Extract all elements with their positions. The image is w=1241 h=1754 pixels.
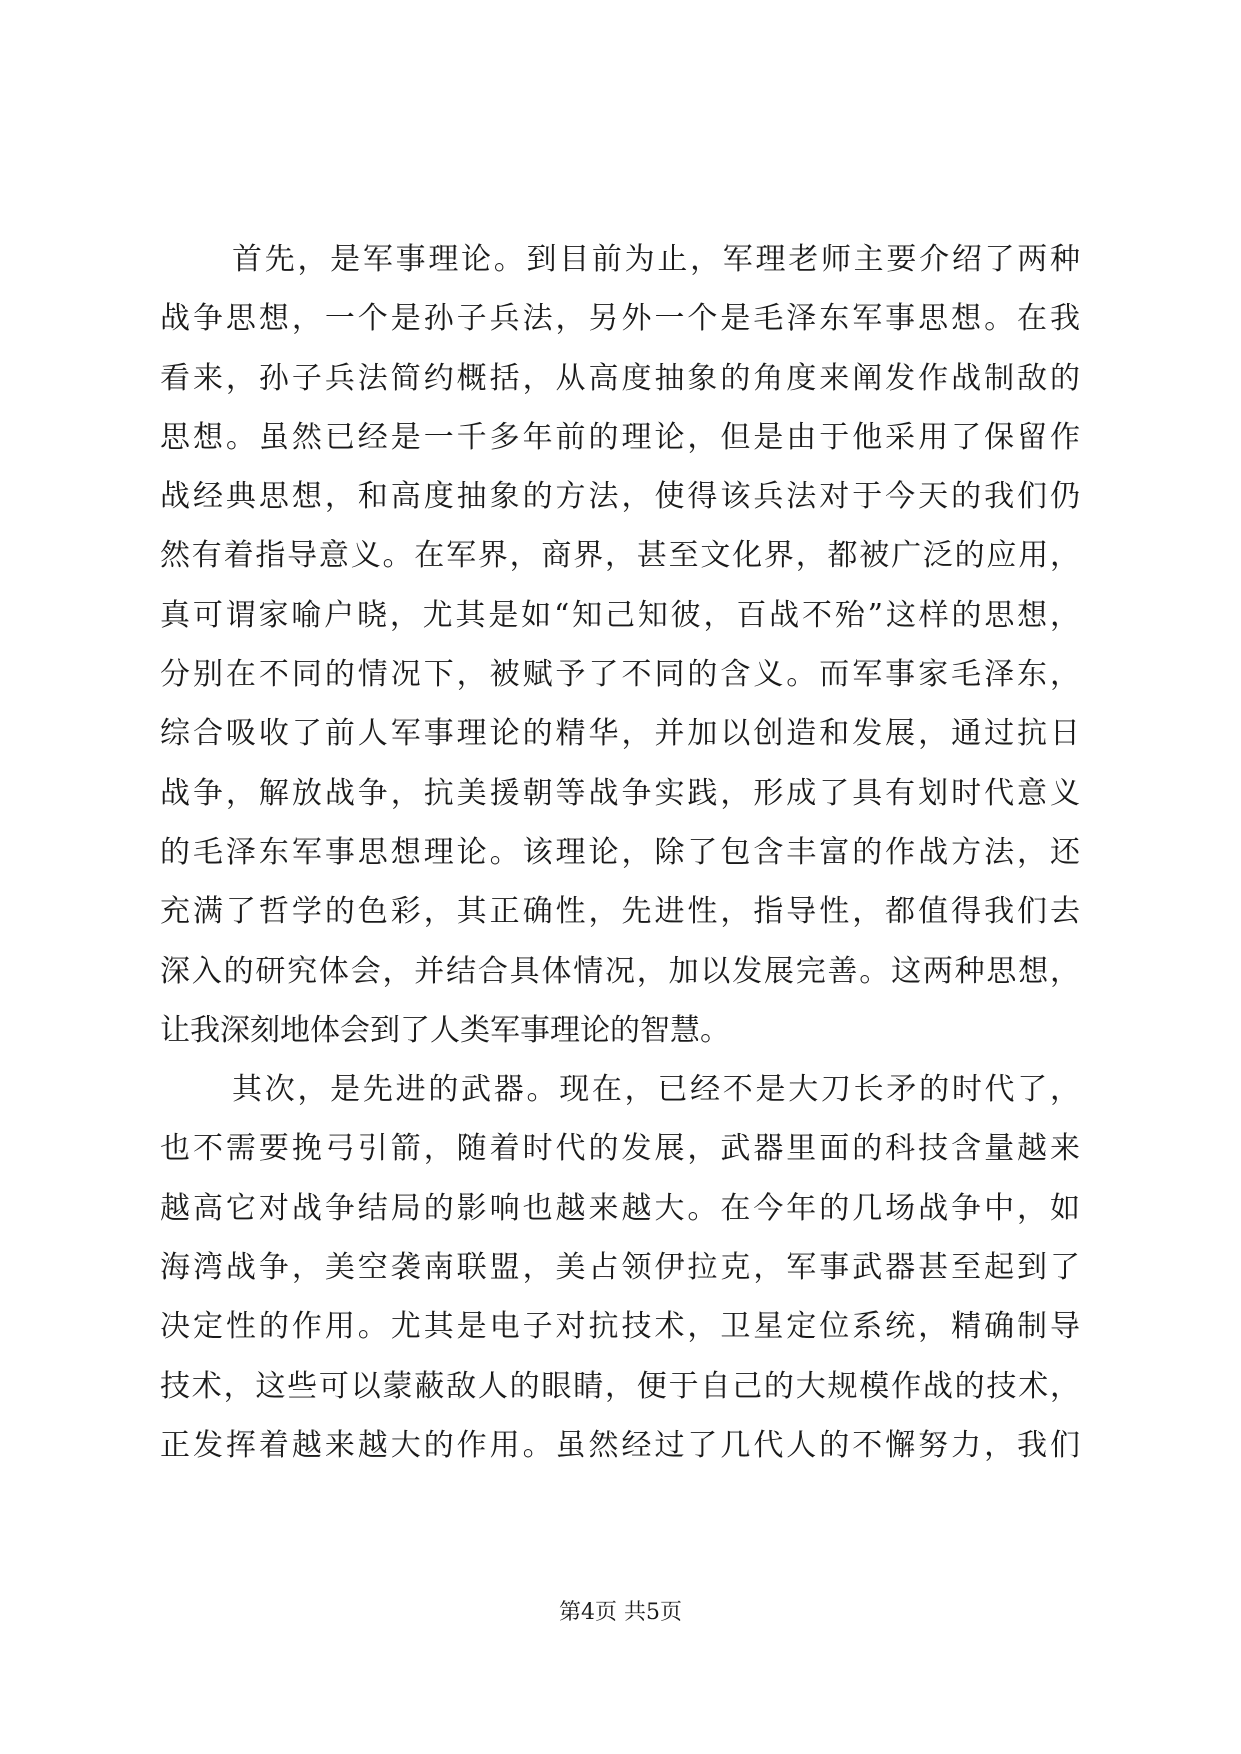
text-line: 分别在不同的情况下，被赋予了不同的含义。而军事家毛泽东， xyxy=(160,657,1080,693)
page-number-label: 第4页 共5页 xyxy=(559,1600,682,1625)
text-line: 真可谓家喻户晓，尤其是如“知己知彼，百战不殆”这样的思想， xyxy=(160,597,1080,633)
text-line: 决定性的作用。尤其是电子对抗技术，卫星定位系统，精确制导 xyxy=(160,1309,1080,1345)
text-line: 战经典思想，和高度抽象的方法，使得该兵法对于今天的我们仍 xyxy=(160,479,1080,515)
body-text xyxy=(160,230,1080,1475)
text-line: 战争思想，一个是孙子兵法，另外一个是毛泽东军事思想。在我 xyxy=(160,301,1080,337)
text-line: 充满了哲学的色彩，其正确性，先进性，指导性，都值得我们去 xyxy=(160,894,1080,930)
text-line: 也不需要挽弓引箭，随着时代的发展，武器里面的科技含量越来 xyxy=(160,1131,1080,1167)
text-line: 海湾战争，美空袭南联盟，美占领伊拉克，军事武器甚至起到了 xyxy=(160,1250,1080,1286)
text-line: 技术，这些可以蒙蔽敌人的眼睛，便于自己的大规模作战的技术， xyxy=(160,1368,1080,1404)
paragraph-1 xyxy=(160,230,1080,1060)
text-line: 首先，是军事理论。到目前为止，军理老师主要介绍了两种 xyxy=(232,242,1080,277)
text-line: 让我深刻地体会到了人类军事理论的智慧。 xyxy=(160,1012,730,1048)
text-line: 深入的研究体会，并结合具体情况，加以发展完善。这两种思想， xyxy=(160,953,1080,989)
text-line: 然有着指导意义。在军界，商界，甚至文化界，都被广泛的应用， xyxy=(160,538,1080,574)
text-line: 其次，是先进的武器。现在，已经不是大刀长矛的时代了， xyxy=(232,1072,1080,1108)
text-line: 综合吸收了前人军事理论的精华，并加以创造和发展，通过抗日 xyxy=(160,716,1080,752)
text-line: 看来，孙子兵法简约概括，从高度抽象的角度来阐发作战制敌的 xyxy=(160,360,1080,396)
text-line: 思想。虽然已经是一千多年前的理论，但是由于他采用了保留作 xyxy=(160,419,1080,455)
text-line: 越高它对战争结局的影响也越来越大。在今年的几场战争中，如 xyxy=(160,1190,1080,1226)
page-footer xyxy=(0,1598,1241,1628)
text-line: 的毛泽东军事思想理论。该理论，除了包含丰富的作战方法，还 xyxy=(160,834,1080,870)
paragraph-2 xyxy=(160,1060,1080,1475)
text-line: 正发挥着越来越大的作用。虽然经过了几代人的不懈努力，我们 xyxy=(160,1427,1080,1463)
text-line: 战争，解放战争，抗美援朝等战争实践，形成了具有划时代意义 xyxy=(160,775,1080,811)
